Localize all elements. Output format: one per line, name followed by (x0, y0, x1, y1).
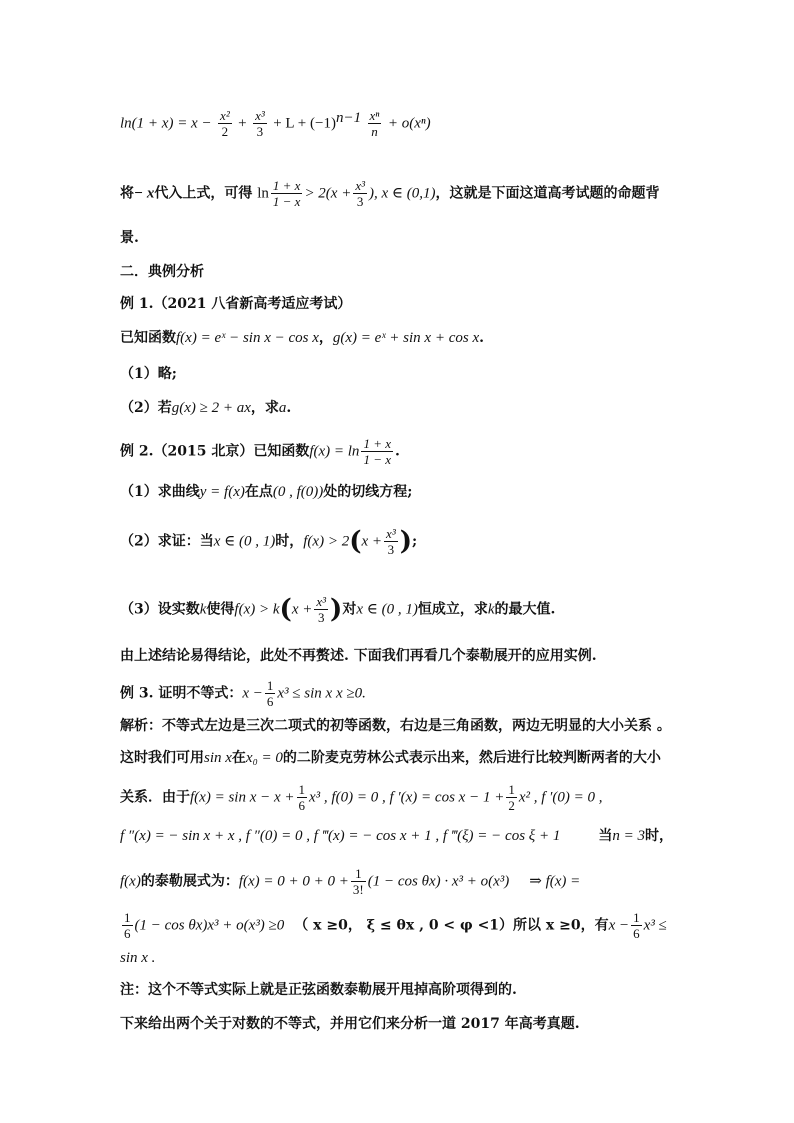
example-2-q1: （1）求曲线y = f(x)在点(0 , f(0))处的切线方程; (120, 484, 413, 500)
paragraph-substitution: 将− x代入上式，可得 ln $\frac{1 + x}{1 - x}$ > 2(x + $\frac{\text{x³}}{3}$ ), x ∈ (0,1)，这就是下面这道高考试题的命题背 (120, 178, 660, 209)
frac-xn-n: $\frac{\text{xⁿ}}{n}$ (369, 108, 380, 139)
final-paragraph: 下来给出两个关于对数的不等式，并用它们来分析一道 2017 年高考真题. (120, 1016, 580, 1032)
frac-x2-2: $\frac{\text{x²}}{2}$ (220, 108, 230, 139)
frac-1px-1mx: $\frac{1 + x}{1 - x}$ (272, 178, 301, 209)
frac-x3-3: $\frac{\text{x³}}{3}$ (255, 108, 265, 139)
example-3-title: 例 3. 证明不等式：x − $\frac{1}{6}$ x³ ≤ sin x x ≥0. (120, 678, 366, 709)
example-1-given: 已知函数f(x) = eˣ − sin x − cos x，g(x) = eˣ + sin x + cos x. (120, 330, 484, 346)
transition-paragraph: 由上述结论易得结论，此处不再赘述. 下面我们再看几个泰勒展开的应用实例. (120, 648, 597, 664)
analysis-line-4: f ″(x) = − sin x + x , f ″(0) = 0 , f ‴(x) = − cos x + 1 , f ‴(ξ) = − cos ξ + 1 当n = 3时， (120, 828, 673, 844)
example-1-title: 例 1.（2021 八省新高考适应考试） (120, 296, 352, 312)
example-1-q1: （1）略; (120, 366, 177, 382)
section-title: 二．典例分析 (120, 264, 204, 280)
analysis-line-1: 解析：不等式左边是三次二项式的初等函数，右边是三角函数，两边无明显的大小关系 。 (120, 718, 671, 734)
analysis-line-6: $\frac{1}{6}$ (1 − cos θx)x³ + o(x³) ≥0 （ x ≥0， ξ ≤ θx , 0 < φ <1）所以 x ≥0，有x − $\frac{1}{6}$ x³ ≤ (124, 910, 667, 941)
formula-lhs: ln(1 + x) = x − (120, 115, 212, 132)
analysis-line-2: 这时我们可用sin x在x₀ = 0的二阶麦克劳林公式表示出来，然后进行比较判断两者的大小 (120, 750, 661, 766)
paragraph-substitution-cont: 景. (120, 230, 139, 246)
example-2-q2: （2）求证：当x ∈ (0 , 1)时，f(x) > 2(x + $\frac{\text{x³}}{3}$ ); (120, 526, 418, 557)
analysis-line-3: 关系．由于f(x) = sin x − x + $\frac{1}{6}$ x³ , f(0) = 0 , f ′(x) = cos x − 1 + $\frac{1}{2}$ x² , f ′(0) = 0 , (120, 782, 603, 813)
formula-ln-series: ln(1 + x) = x − $\frac{\text{x²}}{2}$ + $\frac{\text{x³}}{3}$ + $L + (-1)^{n-1}$ $\frac{\text{xⁿ}}{n}$ + o(xⁿ) (120, 108, 431, 139)
analysis-line-5: f(x)的泰勒展式为：f(x) = 0 + 0 + 0 + $\frac{1}{3!}$ (1 − cos θx) · x³ + o(x³) ⇒ f(x) = (120, 866, 581, 897)
example-1-q2: （2）若g(x) ≥ 2 + ax，求a. (120, 400, 292, 416)
note-paragraph: 注：这个不等式实际上就是正弦函数泰勒展开甩掉高阶项得到的. (120, 982, 517, 998)
example-2-title: 例 2.（2015 北京）已知函数f(x) = ln $\frac{1 + x}{1 - x}$ . (120, 436, 400, 467)
analysis-line-7: sin x . (120, 950, 156, 966)
example-2-q3: （3）设实数k使得f(x) > k(x + $\frac{\text{x³}}{3}$ )对x ∈ (0 , 1)恒成立，求k的最大值. (120, 594, 556, 625)
